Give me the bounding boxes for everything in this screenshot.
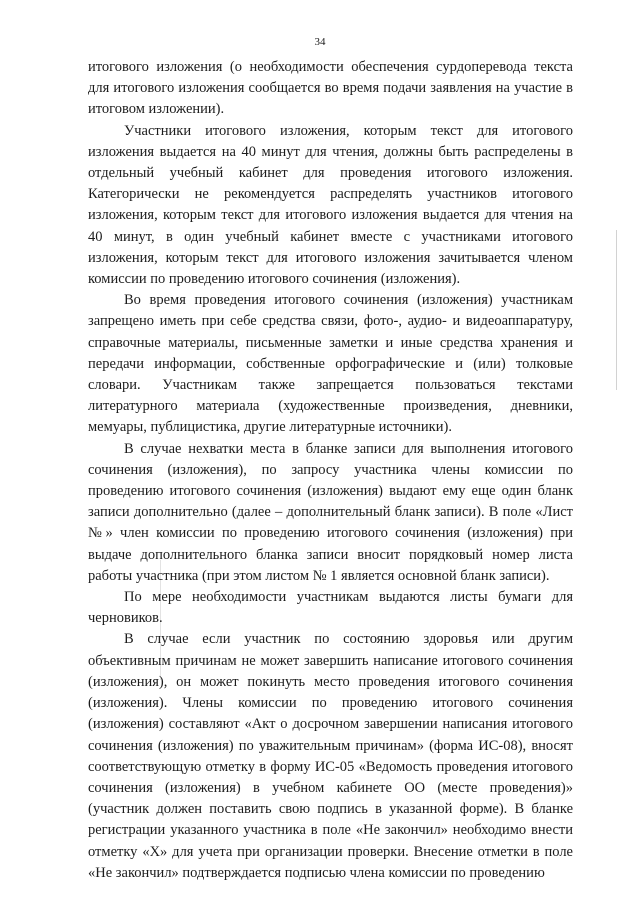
- paragraph: В случае если участник по состоянию здоровья или другим объективным причинам не может завершить написание итогового сочинения (изложения), он может покинуть место проведения итогового сочинения (изложения). Члены комиссии по проведению итогового сочинения (изложения) составляют «Акт о досрочном завершении написания итогового сочинения (изложения) по уважительным причинам» (форма ИС-08), вносят соответствующую отметку в форму ИС-05 «Ведомость проведения итогового сочинения (изложения) в учебном кабинете ОО (месте проведения)» (участник должен поставить свою подпись в указанной форме). В бланке регистрации указанного участника в поле «Не закончил» необходимо внести отметку «X» для учета при организации проверки. Внесение отметки в поле «Не закончил» подтверждается подписью члена комиссии по проведению: [88, 631, 573, 881]
- paragraph: Во время проведения итогового сочинения (изложения) участникам запрещено иметь при себе средства связи, фото-, аудио- и видеоаппаратуру, справочные материалы, письменные заметки и иные средства хранения и передачи информации, собственные орфографические и (или) толковые словари. Участникам также запрещается пользоваться текстами литературного материала (художественные произведения, дневники, мемуары, публицистика, другие литературные источники).: [88, 292, 573, 436]
- paragraph: Участники итогового изложения, которым текст для итогового изложения выдается на 40 минут для чтения, должны быть распределены в отдельный учебный кабинет для проведения итогового изложения. Категорически не рекомендуется распределять участников итогового изложения, которым текст для итогового изложения выдается для чтения на 40 минут, в один учебный кабинет вместе с участниками итогового изложения, которым текст для итогового изложения зачитывается членом комиссии по проведению итогового сочинения (изложения).: [88, 122, 573, 288]
- paragraph: По мере необходимости участникам выдаются листы бумаги для черновиков.: [88, 589, 573, 627]
- document-body: [88, 57, 573, 884]
- paragraph: В случае нехватки места в бланке записи для выполнения итогового сочинения (изложения), по запросу участника члены комиссии по проведению итогового сочинения (изложения) выдают ему еще один бланк записи дополнительно (далее – дополнительный бланк записи). В поле «Лист №» член комиссии по проведению итогового сочинения (изложения) при выдаче дополнительного бланка записи вносит порядковый номер листа работы участника (при этом листом № 1 является основной бланк записи).: [88, 440, 573, 584]
- scan-artifact-line: [616, 230, 617, 390]
- paragraph: итогового изложения (о необходимости обеспечения сурдоперевода текста для итогового изложения сообщается во время подачи заявления на участие в итоговом изложении).: [88, 59, 573, 118]
- page-number: 34: [314, 36, 326, 48]
